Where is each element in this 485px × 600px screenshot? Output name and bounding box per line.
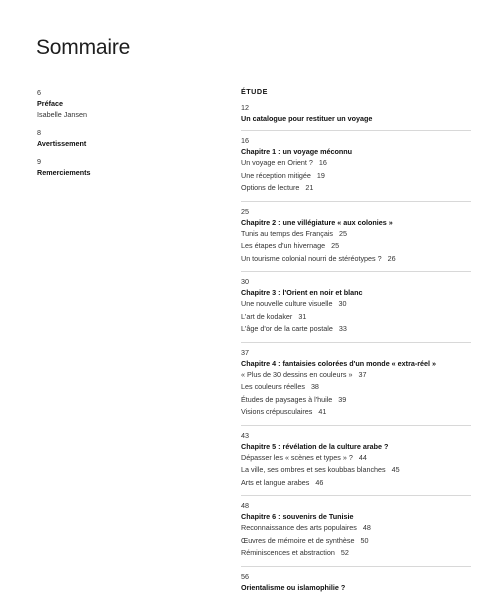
toc-subentry[interactable] xyxy=(241,157,471,170)
toc-subentry-page: 26 xyxy=(387,253,396,263)
toc-entries xyxy=(241,103,471,593)
toc-subentry[interactable] xyxy=(241,522,471,535)
toc-subentry-page: 46 xyxy=(315,477,324,487)
toc-subentry[interactable] xyxy=(241,253,471,266)
toc-page-number: 30 xyxy=(241,277,249,286)
divider xyxy=(241,342,471,343)
toc-subentry-title: « Plus de 30 dessins en couleurs » xyxy=(241,369,353,379)
toc-subentry-page: 38 xyxy=(310,382,319,391)
toc-entry[interactable] xyxy=(37,157,197,178)
toc-subentry-title: Réminiscences et abstraction xyxy=(241,548,335,557)
front-matter-list xyxy=(37,88,197,186)
divider xyxy=(241,271,471,272)
toc-heading: Chapitre 4 : fantaisies colorées d'un monde « extra-réel » xyxy=(241,358,437,368)
toc-subentry-title: Une nouvelle culture visuelle xyxy=(241,299,333,308)
toc-subentry-page: 37 xyxy=(358,369,367,379)
toc-subentry-title: Les étapes d'un hivernage xyxy=(241,241,326,250)
toc-heading: Un catalogue pour restituer un voyage xyxy=(241,114,373,123)
toc-subentry-page: 21 xyxy=(305,183,314,192)
toc-entry[interactable] xyxy=(37,128,197,149)
toc-entry[interactable] xyxy=(241,431,471,490)
toc-heading: Chapitre 2 : une villégiature « aux colonies » xyxy=(241,217,393,227)
toc-entry[interactable] xyxy=(241,277,471,336)
toc-author: Isabelle Jansen xyxy=(37,110,87,119)
toc-subentry[interactable] xyxy=(241,535,471,548)
toc-page-number: 16 xyxy=(241,136,249,145)
divider xyxy=(241,130,471,131)
toc-entry[interactable] xyxy=(241,572,471,593)
toc-page-number: 12 xyxy=(241,103,249,112)
page-title: Sommaire xyxy=(36,36,131,59)
toc-subentry[interactable] xyxy=(241,452,471,465)
toc-heading: Avertissement xyxy=(37,139,87,148)
toc-subentry[interactable] xyxy=(241,170,471,183)
toc-subentry[interactable] xyxy=(241,477,471,490)
toc-subentry-title: Arts et langue arabes xyxy=(241,477,310,487)
toc-subentry-title: L'art de kodaker xyxy=(241,311,293,321)
toc-subentry[interactable] xyxy=(241,311,471,324)
divider xyxy=(241,495,471,496)
toc-subentry-page: 30 xyxy=(338,299,347,308)
toc-entry[interactable] xyxy=(37,88,197,120)
toc-subentry-page: 44 xyxy=(358,452,367,462)
toc-subentry-page: 52 xyxy=(340,548,349,557)
toc-subentry-page: 48 xyxy=(362,523,371,532)
toc-heading: Orientalisme ou islamophilie ? xyxy=(241,582,346,592)
divider xyxy=(241,425,471,426)
toc-heading: Chapitre 5 : révélation de la culture arabe ? xyxy=(241,441,389,451)
toc-page-number: 37 xyxy=(241,347,249,357)
toc-page-number: 43 xyxy=(241,430,249,440)
toc-page-number: 6 xyxy=(37,88,41,97)
toc-subentry[interactable] xyxy=(241,394,471,407)
toc-subentry[interactable] xyxy=(241,406,471,419)
toc-subentry-page: 31 xyxy=(298,311,307,321)
toc-subentry-title: Un tourisme colonial nourri de stéréotypes ? xyxy=(241,253,382,263)
toc-subentry[interactable] xyxy=(241,298,471,311)
toc-page-number: 9 xyxy=(37,157,41,166)
study-contents xyxy=(241,87,471,593)
toc-subentry-title: L'âge d'or de la carte postale xyxy=(241,324,333,333)
toc-page-number: 48 xyxy=(241,501,249,510)
toc-subentry-page: 25 xyxy=(331,241,340,250)
toc-subentry-page: 33 xyxy=(338,324,347,333)
toc-heading: Remerciements xyxy=(37,168,91,177)
toc-subentry-title: La ville, ses ombres et ses koubbas blanches xyxy=(241,465,386,474)
toc-subentry[interactable] xyxy=(241,381,471,394)
toc-subentry-title: Les couleurs réelles xyxy=(241,382,305,391)
toc-subentry-title: Visions crépusculaires xyxy=(241,407,313,416)
toc-subentry-title: Options de lecture xyxy=(241,183,300,192)
section-label: ÉTUDE xyxy=(241,87,268,96)
toc-entry[interactable] xyxy=(241,136,471,195)
toc-subentry-title: Dépasser les « scènes et types » ? xyxy=(241,452,353,462)
toc-page-number: 25 xyxy=(241,206,249,216)
toc-subentry[interactable] xyxy=(241,547,471,560)
toc-subentry-page: 16 xyxy=(318,158,327,167)
divider xyxy=(241,201,471,202)
toc-page-number: 8 xyxy=(37,128,41,137)
toc-subentry-page: 19 xyxy=(316,170,325,180)
toc-subentry[interactable] xyxy=(241,369,471,382)
toc-subentry-title: Études de paysages à l'huile xyxy=(241,394,333,404)
toc-heading: Chapitre 3 : l'Orient en noir et blanc xyxy=(241,288,363,297)
toc-subentry-title: Œuvres de mémoire et de synthèse xyxy=(241,535,355,545)
divider xyxy=(241,566,471,567)
toc-subentry-title: Un voyage en Orient ? xyxy=(241,158,313,167)
toc-entry[interactable] xyxy=(241,207,471,266)
toc-subentry[interactable] xyxy=(241,464,471,477)
toc-subentry-page: 41 xyxy=(318,407,327,416)
toc-subentry-page: 25 xyxy=(339,228,348,238)
toc-entry[interactable] xyxy=(241,103,471,124)
toc-subentry[interactable] xyxy=(241,182,471,195)
toc-entry[interactable] xyxy=(241,348,471,419)
toc-subentry-title: Une réception mitigée xyxy=(241,170,311,180)
toc-subentry[interactable] xyxy=(241,228,471,241)
toc-subentry[interactable] xyxy=(241,323,471,336)
toc-subentry-title: Tunis au temps des Français xyxy=(241,228,334,238)
toc-subentry-page: 39 xyxy=(338,394,347,404)
toc-subentry-page: 50 xyxy=(360,535,369,545)
toc-entry[interactable] xyxy=(241,501,471,560)
toc-heading: Préface xyxy=(37,99,63,108)
toc-subentry[interactable] xyxy=(241,240,471,253)
toc-subentry-page: 45 xyxy=(391,465,400,474)
toc-subentry-title: Reconnaissance des arts populaires xyxy=(241,523,357,532)
toc-heading: Chapitre 6 : souvenirs de Tunisie xyxy=(241,512,354,521)
toc-page-number: 56 xyxy=(241,571,249,581)
toc-heading: Chapitre 1 : un voyage méconnu xyxy=(241,147,353,156)
